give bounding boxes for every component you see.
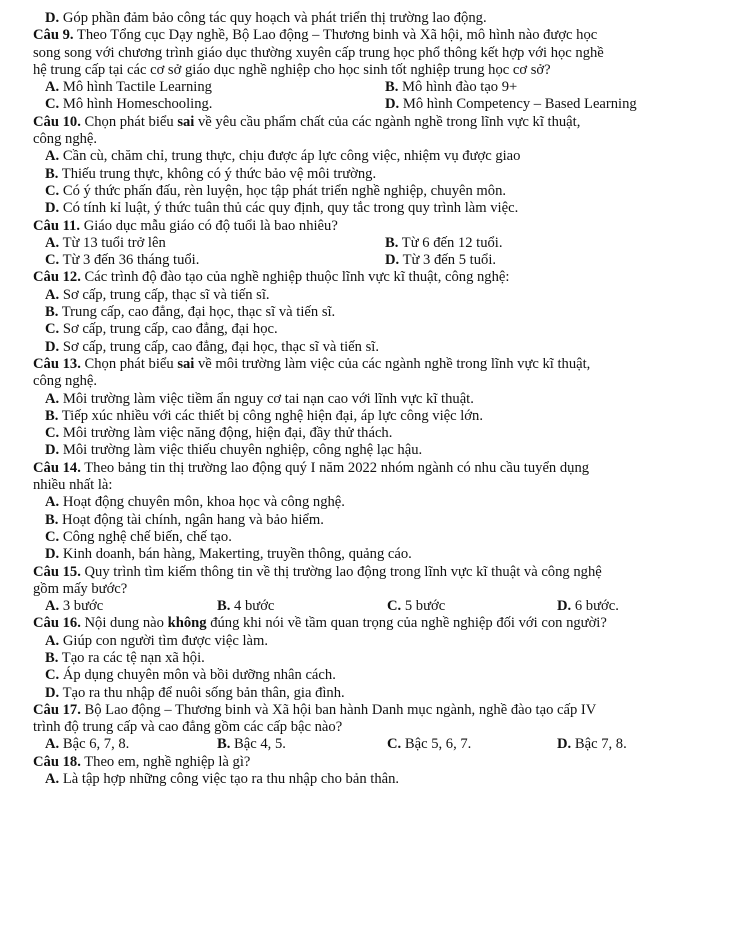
option-c: C. Mô hình Homeschooling.: [45, 96, 213, 113]
options-row: [33, 79, 723, 96]
question-17: Câu 17. Bộ Lao động – Thương binh và Xã hội ban hành Danh mục ngành, nghề đào tạo cấp IV trình độ trung cấp và cao đẳng gồm các cấp bậc nào? A. Bậc 6, 7, 8. B. Bậc 4, 5. C. Bậc 5, 6, 7. D. Bậc 7, 8.: [33, 702, 723, 754]
question-11: Câu 11. Giáo dục mẫu giáo có độ tuổi là bao nhiêu? A. Từ 13 tuổi trở lên B. Từ 6 đến 12 tuổi. C. Từ 3 đến 36 tháng tuổi. D. Từ 3 đến 5 tuổi.: [33, 218, 723, 270]
options-row: [33, 235, 723, 252]
options-row: [33, 252, 723, 269]
option-c: C. 5 bước: [387, 598, 446, 615]
question-number: Câu 17.: [33, 701, 81, 718]
option-a: A. Cần cù, chăm chỉ, trung thực, chịu được áp lực công việc, nhiệm vụ được giao: [45, 148, 521, 165]
option-a: A. Bậc 6, 7, 8.: [45, 736, 130, 753]
question-16: Câu 16. Nội dung nào không đúng khi nói về tầm quan trọng của nghề nghiệp đối với con người? A. Giúp con người tìm được việc làm. B. Tạo ra các tệ nạn xã hội. C. Áp dụng chuyên môn và bồi dưỡng nhân cách. D. Tạo ra thu nhập để nuôi sống bản thân, gia đình.: [33, 615, 723, 701]
option-c: C. Sơ cấp, trung cấp, cao đẳng, đại học.: [45, 321, 278, 338]
option-d: D. Bậc 7, 8.: [557, 736, 627, 753]
question-number: Câu 12.: [33, 269, 81, 286]
question-15: Câu 15. Quy trình tìm kiếm thông tin về thị trường lao động trong lĩnh vực kĩ thuật và công nghệ gồm mấy bước? A. 3 bước B. 4 bước C. 5 bước D. 6 bước.: [33, 564, 723, 616]
question-number: Câu 15.: [33, 563, 81, 580]
option-a: A. Giúp con người tìm được việc làm.: [45, 632, 268, 649]
option-b: B. 4 bước: [217, 598, 275, 615]
question-number: Câu 14.: [33, 459, 81, 476]
option-b: B. Hoạt động tài chính, ngân hang và bảo hiểm.: [45, 511, 324, 528]
option-c: C. Có ý thức phấn đấu, rèn luyện, học tập phát triển nghề nghiệp, chuyên môn.: [45, 182, 507, 199]
option-b: B. Trung cấp, cao đẳng, đại học, thạc sĩ và tiến sĩ.: [45, 304, 336, 321]
option-b: B. Tiếp xúc nhiều với các thiết bị công nghệ hiện đại, áp lực công việc lớn.: [45, 407, 483, 424]
question-12: Câu 12. Các trình độ đào tạo của nghề nghiệp thuộc lĩnh vực kĩ thuật, công nghệ: A. Sơ cấp, trung cấp, thạc sĩ và tiến sĩ. B. Trung cấp, cao đẳng, đại học, thạc sĩ và tiến sĩ. C. Sơ cấp, trung cấp, cao đẳng, đại học. D. Sơ cấp, trung cấp, cao đẳng, đại học, thạc sĩ và tiến sĩ.: [33, 269, 723, 355]
question-number: Câu 10.: [33, 113, 81, 130]
option-a: A. Mô hình Tactile Learning: [45, 79, 212, 96]
question-14: Câu 14. Theo bảng tin thị trường lao động quý I năm 2022 nhóm ngành có nhu cầu tuyển dụng nhiều nhất là: A. Hoạt động chuyên môn, khoa học và công nghệ. B. Hoạt động tài chính, ngân hang và bảo hiểm. C. Công nghệ chế biến, chế tạo. D. Kinh doanh, bán hàng, Makerting, truyền thông, quảng cáo.: [33, 460, 723, 564]
question-number: Câu 18.: [33, 753, 81, 770]
option-b: B. Mô hình đào tạo 9+: [385, 79, 518, 96]
options-row: [33, 96, 723, 113]
option-b: B. Bậc 4, 5.: [217, 736, 286, 753]
option-a: A. Sơ cấp, trung cấp, thạc sĩ và tiến sĩ.: [45, 286, 270, 303]
option-d: D. Mô hình Competency – Based Learning: [385, 96, 637, 113]
option-c: C. Công nghệ chế biến, chế tạo.: [45, 528, 232, 545]
option-b: B. Tạo ra các tệ nạn xã hội.: [45, 649, 205, 666]
option-a: A. 3 bước: [45, 598, 104, 615]
option-b: B. Thiếu trung thực, không có ý thức bảo vệ môi trường.: [45, 165, 377, 182]
question-18: Câu 18. Theo em, nghề nghiệp là gì? A. Là tập hợp những công việc tạo ra thu nhập cho bản thân.: [33, 754, 723, 789]
question-number: Câu 11.: [33, 217, 81, 234]
exam-document: [33, 10, 723, 788]
option-d: D. Tạo ra thu nhập để nuôi sống bản thân, gia đình.: [45, 684, 345, 701]
options-row: [33, 736, 723, 753]
option-d: D. Môi trường làm việc thiếu chuyên nghiệp, công nghệ lạc hậu.: [45, 442, 423, 459]
question-number: Câu 13.: [33, 355, 81, 372]
option-d: D. Kinh doanh, bán hàng, Makerting, truyền thông, quảng cáo.: [45, 546, 412, 563]
option-d: D. Sơ cấp, trung cấp, cao đẳng, đại học, thạc sĩ và tiến sĩ.: [45, 338, 379, 355]
option-c: C. Bậc 5, 6, 7.: [387, 736, 472, 753]
question-number: Câu 16.: [33, 615, 81, 632]
option-a: A. Môi trường làm việc tiềm ẩn nguy cơ tai nạn cao với lĩnh vực kĩ thuật.: [45, 390, 474, 407]
question-9: Câu 9. Theo Tổng cục Dạy nghề, Bộ Lao động – Thương binh và Xã hội, mô hình nào được học song song với chương trình giáo dục thường xuyên cấp trung học phổ thông kết hợp với học nghề hệ trung cấp tại các cơ sở giáo dục nghề nghiệp cho học sinh tốt nghiệp trung học cơ sở? A. Mô hình Tactile Learning B. Mô hình đào tạo 9+ C. Mô hình Homeschooling. D. Mô hình Competency – Based Learning: [33, 27, 723, 113]
intro-option-d: D. Góp phần đảm bảo công tác quy hoạch và phát triển thị trường lao động.: [45, 10, 487, 26]
option-d: D. Có tính kỉ luật, ý thức tuân thủ các quy định, quy tắc trong quy trình làm việc.: [45, 200, 519, 217]
option-d: D. 6 bước.: [557, 598, 619, 615]
option-c: C. Từ 3 đến 36 tháng tuổi.: [45, 252, 200, 269]
question-13: Câu 13. Chọn phát biểu sai về môi trường làm việc của các ngành nghề trong lĩnh vực kĩ thuật, công nghệ. A. Môi trường làm việc tiềm ẩn nguy cơ tai nạn cao với lĩnh vực kĩ thuật. B. Tiếp xúc nhiều với các thiết bị công nghệ hiện đại, áp lực công việc lớn. C. Môi trường làm việc năng động, hiện đại, đầy thử thách. D. Môi trường làm việc thiếu chuyên nghiệp, công nghệ lạc hậu.: [33, 356, 723, 460]
options-row: [33, 598, 723, 615]
option-a: A. Là tập hợp những công việc tạo ra thu nhập cho bản thân.: [45, 771, 400, 788]
question-10: Câu 10. Chọn phát biểu sai về yêu cầu phẩm chất của các ngành nghề trong lĩnh vực kĩ thuật, công nghệ. A. Cần cù, chăm chỉ, trung thực, chịu được áp lực công việc, nhiệm vụ được giao B. Thiếu trung thực, không có ý thức bảo vệ môi trường. C. Có ý thức phấn đấu, rèn luyện, học tập phát triển nghề nghiệp, chuyên môn. D. Có tính kỉ luật, ý thức tuân thủ các quy định, quy tắc trong quy trình làm việc.: [33, 114, 723, 218]
question-number: Câu 9.: [33, 27, 74, 44]
option-c: C. Áp dụng chuyên môn và bồi dưỡng nhân cách.: [45, 667, 336, 684]
option-c: C. Môi trường làm việc năng động, hiện đại, đầy thử thách.: [45, 425, 393, 442]
option-a: A. Từ 13 tuổi trở lên: [45, 234, 166, 251]
option-a: A. Hoạt động chuyên môn, khoa học và công nghệ.: [45, 494, 345, 511]
option-d: D. Từ 3 đến 5 tuổi.: [385, 252, 497, 269]
option-b: B. Từ 6 đến 12 tuổi.: [385, 234, 503, 251]
